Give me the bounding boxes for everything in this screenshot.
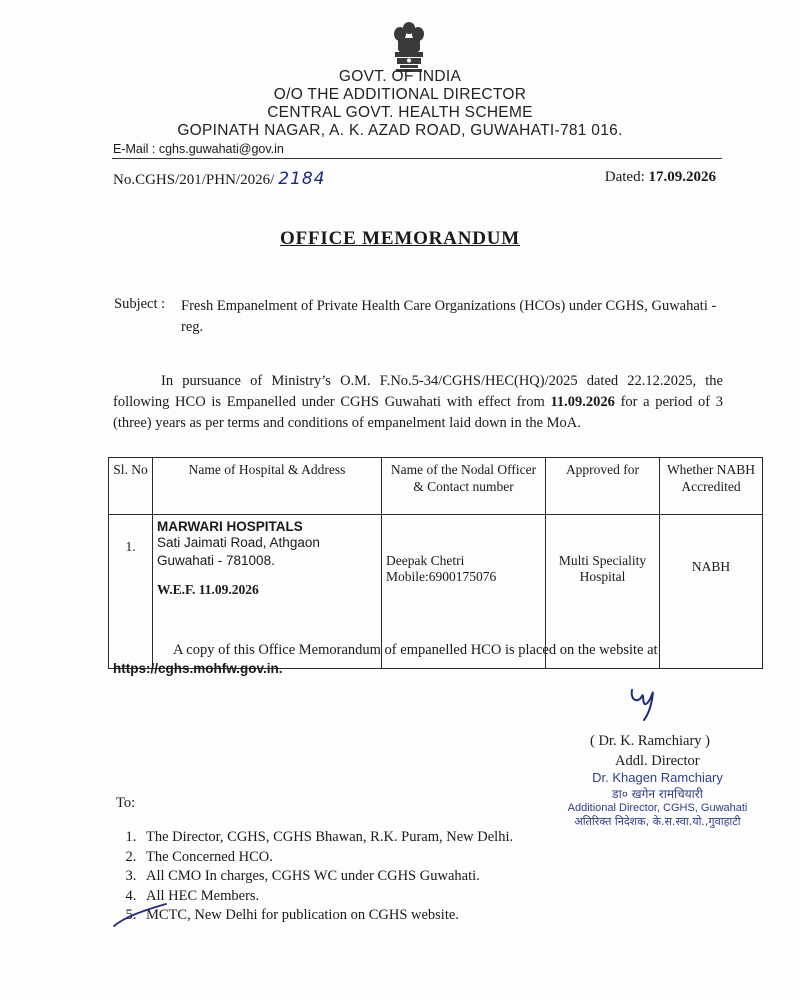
signatory-designation: Addl. Director [615, 753, 700, 769]
hco-table [108, 457, 763, 669]
header-email: E-Mail : cghs.guwahati@gov.in [113, 142, 284, 156]
document-title: OFFICE MEMORANDUM [280, 228, 520, 249]
list-item: 3. All CMO In charges, CGHS WC under CGHS Guwahati. [140, 867, 610, 887]
header-sl: Sl. No [109, 458, 153, 515]
stamp-name: Dr. Khagen Ramchiary [592, 770, 723, 785]
official-stamp [560, 770, 755, 829]
stamp-name-hindi: डा० खगेन रामचियारी [612, 787, 703, 801]
officer-name: Deepak Chetri [386, 553, 465, 568]
subject-label: Subject : [114, 296, 166, 312]
signatory-name: ( Dr. K. Ramchiary ) [590, 733, 710, 749]
header-officer: Name of the Nodal Officer & Contact number [382, 458, 546, 515]
body-part1: In pursuance of Ministry’s O.M. F.No.5-34/CGHS/HEC(HQ)/2025 dated 22.12.2025, the following HCO is Empanelled under CGHS Guwahati with effect from [113, 373, 723, 410]
header-scheme: CENTRAL GOVT. HEALTH SCHEME [267, 104, 533, 121]
header-rule [112, 158, 722, 159]
table-header-row [109, 458, 763, 515]
distribution-list [116, 828, 610, 926]
list-item: 2. The Concerned HCO. [140, 848, 610, 868]
body-part2: for a period of 3 (three) years as per terms and conditions of empanelment laid down in the MoA. [113, 394, 724, 431]
list-item: 5. MCTC, New Delhi for publication on CGHS website. [140, 906, 610, 926]
stamp-designation-hindi: अतिरिक्त निदेशक, के.स.स्वा.यो.,गुवाहाटी [574, 815, 741, 828]
sl-number: 1. [125, 539, 136, 554]
reference-number [113, 169, 326, 189]
hospital-wef: W.E.F. 11.09.2026 [157, 582, 259, 597]
list-item: 4. All HEC Members. [140, 887, 610, 907]
reference-handwritten-number: 2184 [278, 169, 326, 189]
hospital-address-2: Guwahati - 781008. [157, 553, 275, 568]
header-approved: Approved for [546, 458, 660, 515]
tick-mark-icon [110, 890, 170, 930]
hospital-address-1: Sati Jaimati Road, Athgaon [157, 535, 320, 550]
body-effective-date: 11.09.2026 [550, 394, 615, 410]
body-paragraph [113, 371, 723, 434]
header-govt: GOVT. OF INDIA [338, 68, 462, 85]
website-link[interactable]: https://cghs.mohfw.gov.in. [113, 661, 283, 676]
national-emblem-icon [388, 20, 430, 74]
subject-text: Fresh Empanelment of Private Health Care Organizations (HCOs) under CGHS, Guwahati - reg. [181, 298, 717, 335]
stamp-designation: Additional Director, CGHS, Guwahati [567, 802, 748, 814]
date-value: 17.09.2026 [648, 169, 716, 185]
date-line [605, 169, 716, 186]
reference-prefix: No.CGHS/201/PHN/2026/ [113, 172, 275, 188]
date-label: Dated: [604, 169, 649, 185]
cell-nabh: NABH [660, 515, 763, 669]
officer-mobile: Mobile:6900175076 [386, 569, 497, 584]
header-address: GOPINATH NAGAR, A. K. AZAD ROAD, GUWAHATI-781 016. [177, 122, 623, 139]
header-nabh: Whether NABH Accredited [660, 458, 763, 515]
cell-approved: Multi Speciality Hospital [546, 515, 660, 669]
to-label: To: [116, 795, 136, 811]
signature-scribble-icon [620, 686, 670, 724]
header-hospital: Name of Hospital & Address [153, 458, 382, 515]
header-office: O/O THE ADDITIONAL DIRECTOR [273, 86, 527, 103]
copy-note: A copy of this Office Memorandum of empanelled HCO is placed on the website at [173, 642, 658, 658]
hospital-name: MARWARI HOSPITALS [157, 519, 303, 534]
list-item: 1. The Director, CGHS, CGHS Bhawan, R.K. Puram, New Delhi. [140, 828, 610, 848]
